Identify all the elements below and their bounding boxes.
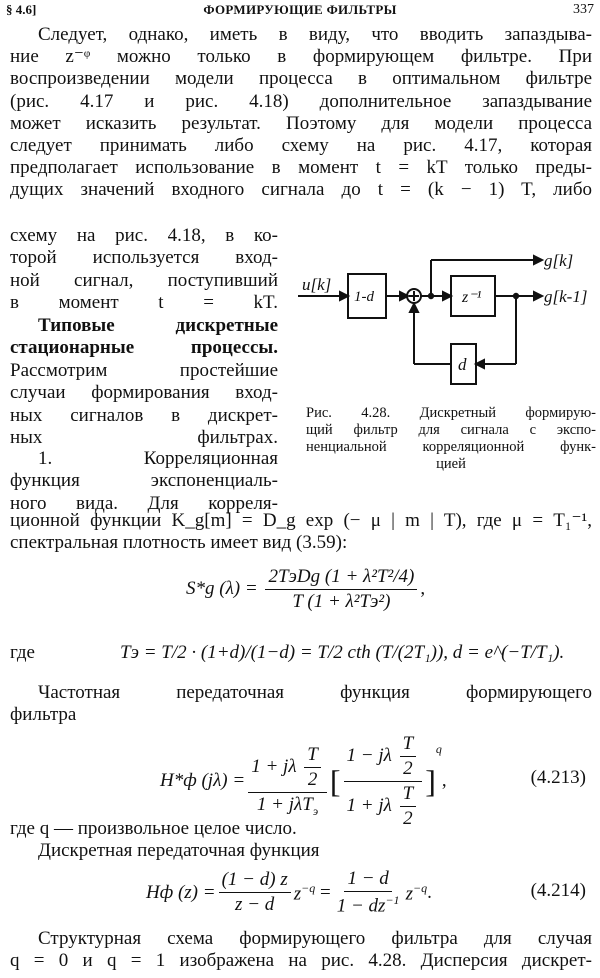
text-line: ной сигнал, поступивший bbox=[10, 269, 278, 291]
text-line: q = 0 и q = 1 изображена на рис. 4.28. Дисперсия дискрет- bbox=[10, 950, 592, 972]
caption-line: ненциальной корреляционной функ- bbox=[306, 439, 596, 455]
paragraph-4 bbox=[10, 818, 592, 862]
figure-block-diagram bbox=[290, 238, 600, 408]
text-line: (рис. 4.17 и рис. 4.18) дополнительное запаздывание bbox=[10, 90, 592, 112]
text-line: где q — произвольное целое число. bbox=[10, 818, 297, 839]
text-line: ного вида. Для корреля- bbox=[10, 492, 278, 514]
text-line: следует принимать либо схему на рис. 4.17, которая bbox=[10, 135, 592, 157]
text-line: схему на рис. 4.18, в ко- bbox=[10, 225, 278, 246]
text-line: ных сигналов в дискрет- bbox=[10, 404, 278, 426]
text-line: фильтра bbox=[10, 704, 77, 726]
text-line: спектральная плотность имеет вид (3.59): bbox=[10, 532, 348, 554]
eq-fraction-1: 1 + jλ $\frac{T}{2}$ 1 + jλT$_э$ bbox=[248, 744, 327, 819]
equation-number-4214: (4.214) bbox=[530, 880, 586, 901]
text-line: Дискретная передаточная функция bbox=[38, 840, 320, 862]
section-number: § 4.6] bbox=[6, 2, 37, 17]
section-typical-processes bbox=[10, 315, 278, 449]
item-1-text bbox=[10, 448, 278, 515]
text-line: в момент t = kT. bbox=[10, 292, 278, 314]
text-line: Рассмотрим простейшие bbox=[10, 359, 278, 381]
text-line: Структурная схема формирующего фильтра для случая bbox=[38, 928, 592, 949]
text-line: ние z⁻ᵠ можно только в формирующем фильтре. При bbox=[10, 46, 592, 68]
label-input: u[k] bbox=[302, 275, 332, 294]
text-line: 1. Корреляционная bbox=[38, 448, 278, 469]
equation-number-4213: (4.213) bbox=[530, 767, 586, 788]
eq-fraction-2: 1 − jλ $\frac{T}{2}$ 1 + jλ $\frac{T}{2}$ bbox=[344, 733, 423, 830]
caption-line: Рис. 4.28. Дискретный формирую- bbox=[306, 405, 596, 421]
paragraph-5 bbox=[10, 928, 592, 972]
page-number: 337 bbox=[573, 2, 594, 17]
eq-numerator: 2TэDg (1 + λ²T²/4) bbox=[265, 566, 417, 590]
text-line: может исказить результат. Поэтому для модели процесса bbox=[10, 112, 592, 134]
label-block-gain: 1-d bbox=[354, 289, 374, 305]
text-line: функция экспоненциаль- bbox=[10, 470, 278, 492]
where-word: где bbox=[10, 642, 35, 663]
figure-caption bbox=[306, 405, 596, 473]
arrow-head bbox=[340, 292, 348, 300]
text-line: торой используется вход- bbox=[10, 247, 278, 269]
equation-spectral-density: S*g (λ) = $\frac{\text{2TэDg (1 + λ²T²/4)}}{\text{T (1 + λ²Tэ²)}}$ , bbox=[186, 566, 426, 612]
eq-lhs: S*g (λ) = bbox=[186, 577, 258, 599]
chapter-title: ФОРМИРУЮЩИЕ ФИЛЬТРЫ bbox=[203, 2, 397, 17]
paragraph-1 bbox=[10, 24, 592, 202]
label-output-top: g[k] bbox=[544, 251, 574, 270]
eq-lhs: H*ф (jλ) = bbox=[160, 770, 246, 791]
eq-fraction bbox=[265, 566, 417, 613]
text-line: воспроизведении модели процесса в оптимальном фильтре bbox=[10, 68, 592, 90]
left-column-text bbox=[10, 225, 278, 315]
running-header bbox=[0, 2, 600, 22]
section-heading: Типовые дискретные bbox=[38, 315, 278, 336]
caption-line: цией bbox=[436, 456, 466, 472]
label-output-bottom: g[k-1] bbox=[544, 287, 588, 306]
equation-4214: Hф (z) = $\frac{(1 - d) z}{z - d}$ $z^{-q}$ = $\frac{1 - d}{1 - dz^{-1}}$ $z^{-q}$ . bbox=[146, 868, 432, 917]
equation-where bbox=[120, 642, 564, 664]
eq-denominator: T (1 + λ²Tэ²) bbox=[292, 591, 391, 612]
text-line: Частотная передаточная функция формирующего bbox=[38, 682, 592, 703]
caption-line: щий фильтр для сигнала с экспо- bbox=[306, 422, 596, 438]
equation-where-label bbox=[10, 642, 35, 664]
text-line: ных фильтрах. bbox=[10, 427, 278, 449]
label-block-feedback: d bbox=[458, 355, 467, 374]
text-line: предполагает использование в момент t = kT только преды- bbox=[10, 157, 592, 179]
eq-lhs: Hф (z) = bbox=[146, 881, 216, 903]
eq-where-text: Tэ = T/2 · (1+d)/(1−d) = T/2 cth (T/(2T₁)), d = e^(−T/T₁). bbox=[120, 642, 565, 663]
paragraph-3 bbox=[10, 682, 592, 726]
label-block-delay: z⁻¹ bbox=[462, 289, 482, 306]
text-line: дущих значений входного сигнала до t = (k − 1) T, либо bbox=[10, 179, 592, 201]
paragraph-2 bbox=[10, 510, 592, 554]
section-heading: стационарные процессы. bbox=[10, 337, 278, 359]
text-line: Следует, однако, иметь в виду, что вводить запаздыва- bbox=[38, 24, 592, 45]
equation-4213: H*ф (jλ) = 1 + jλ $\frac{T}{2}$ 1 + jλT$_э$ [ 1 − jλ $\frac{T}{2}$ 1 + jλ $\frac{T}{2}$ ] q , bbox=[160, 732, 447, 829]
text-line: случаи формирования вход- bbox=[10, 382, 278, 404]
text-line: ционной функции K_g[m] = D_g exp (− μ | m | T), где μ = T₁⁻¹, bbox=[10, 510, 592, 531]
